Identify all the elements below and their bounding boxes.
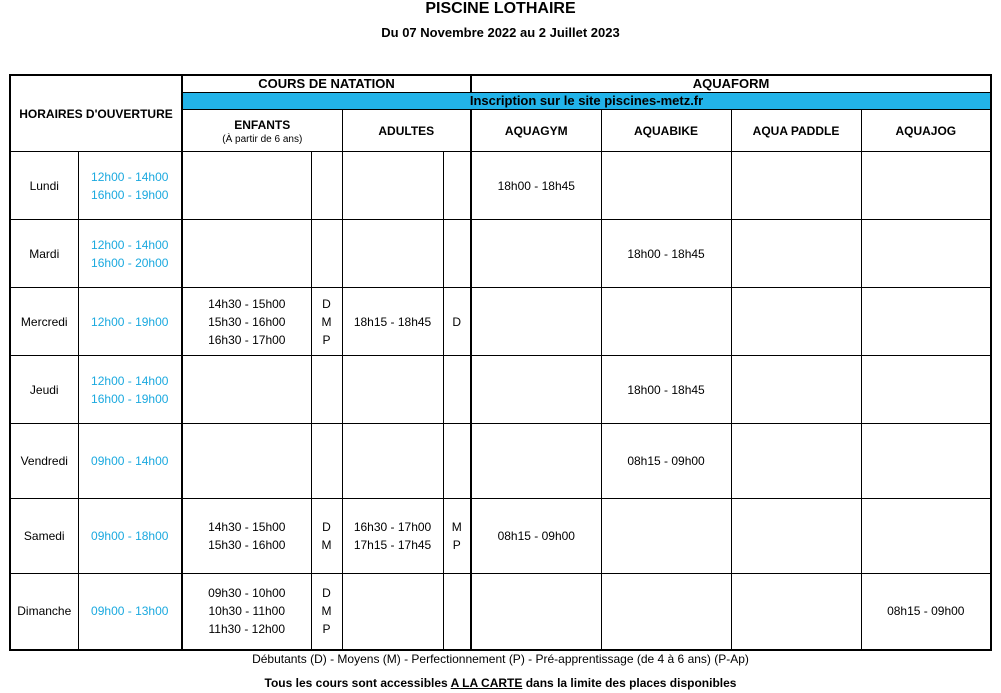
opening-hours-line: 12h00 - 14h00 <box>91 237 169 252</box>
aquabike-cell <box>601 288 731 356</box>
opening-hours-header: HORAIRES D'OUVERTURE <box>10 75 182 152</box>
opening-hours-line: 16h00 - 19h00 <box>91 187 169 202</box>
aquabike-header: AQUABIKE <box>601 110 731 152</box>
opening-hours-line: 12h00 - 14h00 <box>91 169 169 184</box>
enfants-times-cell <box>182 356 311 424</box>
day-label: Mercredi <box>20 314 68 329</box>
aquajog-cell <box>861 288 991 356</box>
aquapaddle-cell <box>731 220 861 288</box>
cours-header: COURS DE NATATION <box>182 75 471 93</box>
day-label: Jeudi <box>29 382 59 397</box>
enfants-time-line: 15h30 - 16h00 <box>208 538 286 552</box>
schedule-table <box>9 74 992 651</box>
aquabike-cell <box>601 220 731 288</box>
aquajog-cell <box>861 574 991 650</box>
aquabike-time: 18h00 - 18h45 <box>627 382 705 397</box>
adultes-level-cell <box>443 220 471 288</box>
day-cell <box>10 424 78 499</box>
opening-hours-line: 12h00 - 19h00 <box>91 314 169 329</box>
aquapaddle-cell <box>731 499 861 574</box>
level-letter: D <box>322 296 331 311</box>
level-letter: M <box>451 520 462 534</box>
day-cell <box>10 499 78 574</box>
day-cell <box>10 220 78 288</box>
enfants-level-cell <box>311 499 342 574</box>
enfants-level-cell <box>311 152 342 220</box>
day-row <box>10 288 991 356</box>
adultes-level-cell <box>443 499 471 574</box>
aquapaddle-cell <box>731 152 861 220</box>
adultes-time-line: 18h15 - 18h45 <box>353 314 432 329</box>
adultes-level-cell <box>443 424 471 499</box>
adultes-header: ADULTES <box>342 110 471 152</box>
enfants-level-cell <box>311 574 342 650</box>
hours-cell <box>78 356 182 424</box>
page-subtitle: Du 07 Novembre 2022 au 2 Juillet 2023 <box>381 25 620 40</box>
level-letter: M <box>321 604 332 619</box>
adultes-time-line: 17h15 - 17h45 <box>353 538 432 552</box>
enfants-level-cell <box>311 424 342 499</box>
aquajog-time: 08h15 - 09h00 <box>887 604 965 619</box>
day-row <box>10 499 991 574</box>
adultes-times-cell <box>342 499 443 574</box>
aquabike-time: 08h15 - 09h00 <box>627 454 705 468</box>
adultes-times-cell <box>342 356 443 424</box>
level-letter: D <box>322 520 331 534</box>
enfants-age-note: (À partir de 6 ans) <box>222 133 303 145</box>
aquagym-cell <box>471 499 601 574</box>
day-row <box>10 220 991 288</box>
level-letter: M <box>321 538 332 552</box>
opening-hours-line: 16h00 - 20h00 <box>91 255 169 270</box>
aquapaddle-cell <box>731 574 861 650</box>
enfants-time-line: 11h30 - 12h00 <box>208 622 286 637</box>
day-cell <box>10 574 78 650</box>
adultes-times-cell <box>342 220 443 288</box>
aquapaddle-cell <box>731 288 861 356</box>
aquabike-time: 18h00 - 18h45 <box>627 246 705 261</box>
adultes-level-cell <box>443 356 471 424</box>
aquagym-cell <box>471 220 601 288</box>
level-legend: Débutants (D) - Moyens (M) - Perfectionnement (P) - Pré-apprentissage (de 4 à 6 ans) (P-Ap) <box>252 652 749 666</box>
enfants-time-line: 14h30 - 15h00 <box>208 520 286 534</box>
enfants-times-cell <box>182 424 311 499</box>
aquajog-cell <box>861 356 991 424</box>
enfants-level-cell <box>311 220 342 288</box>
hours-cell <box>78 288 182 356</box>
aquapaddle-cell <box>731 356 861 424</box>
aquabike-cell <box>601 356 731 424</box>
day-row <box>10 574 991 650</box>
level-letter: P <box>322 622 331 637</box>
day-cell <box>10 356 78 424</box>
aquabike-cell <box>601 424 731 499</box>
aquagym-cell <box>471 574 601 650</box>
page-title: PISCINE LOTHAIRE <box>425 0 576 17</box>
inscription-banner: Inscription sur le site piscines-metz.fr <box>182 93 991 110</box>
aquagym-cell <box>471 152 601 220</box>
aquabike-cell <box>601 152 731 220</box>
hours-cell <box>78 220 182 288</box>
adultes-times-cell <box>342 424 443 499</box>
aquagym-time: 18h00 - 18h45 <box>497 178 575 193</box>
opening-hours-line: 16h00 - 19h00 <box>91 391 169 406</box>
aquaform-header: AQUAFORM <box>471 75 991 93</box>
day-cell <box>10 152 78 220</box>
aquagym-time: 08h15 - 09h00 <box>497 529 575 543</box>
note-prefix: Tous les cours sont accessibles <box>264 676 451 690</box>
enfants-times-cell <box>182 220 311 288</box>
opening-hours-line: 09h00 - 14h00 <box>91 454 169 468</box>
a-la-carte-text: A LA CARTE <box>450 676 523 690</box>
aquajog-cell <box>861 220 991 288</box>
adultes-times-cell <box>342 288 443 356</box>
day-row <box>10 356 991 424</box>
aquabike-cell <box>601 574 731 650</box>
day-label: Mardi <box>29 246 60 261</box>
aquapaddle-header: AQUA PADDLE <box>731 110 861 152</box>
level-letter: P <box>322 332 331 347</box>
level-letter: D <box>452 314 462 329</box>
day-label: Vendredi <box>20 454 68 468</box>
adultes-times-cell <box>342 574 443 650</box>
opening-hours-line: 09h00 - 13h00 <box>91 604 169 619</box>
opening-hours-line: 12h00 - 14h00 <box>91 373 169 388</box>
enfants-time-line: 15h30 - 16h00 <box>208 314 286 329</box>
aquagym-cell <box>471 424 601 499</box>
day-row <box>10 424 991 499</box>
adultes-level-cell <box>443 288 471 356</box>
aquajog-header: AQUAJOG <box>861 110 991 152</box>
enfants-label: ENFANTS <box>234 117 291 132</box>
level-letter: P <box>452 538 461 552</box>
enfants-times-cell <box>182 288 311 356</box>
hours-cell <box>78 152 182 220</box>
day-label: Dimanche <box>17 604 72 619</box>
hours-cell <box>78 574 182 650</box>
hours-cell <box>78 424 182 499</box>
level-letter: D <box>322 586 331 601</box>
enfants-level-cell <box>311 356 342 424</box>
aquajog-cell <box>861 424 991 499</box>
enfants-times-cell <box>182 152 311 220</box>
aquabike-cell <box>601 499 731 574</box>
enfants-times-cell <box>182 499 311 574</box>
aquagym-header: AQUAGYM <box>471 110 601 152</box>
enfants-time-line: 10h30 - 11h00 <box>208 604 286 619</box>
aquajog-cell <box>861 152 991 220</box>
day-label: Samedi <box>23 529 65 543</box>
day-row <box>10 152 991 220</box>
enfants-times-cell <box>182 574 311 650</box>
aquapaddle-cell <box>731 424 861 499</box>
enfants-time-line: 09h30 - 10h00 <box>208 586 286 601</box>
aquajog-cell <box>861 499 991 574</box>
adultes-time-line: 16h30 - 17h00 <box>353 520 432 534</box>
enfants-level-cell <box>311 288 342 356</box>
enfants-time-line: 16h30 - 17h00 <box>208 332 286 347</box>
adultes-times-cell <box>342 152 443 220</box>
aquagym-cell <box>471 356 601 424</box>
day-cell <box>10 288 78 356</box>
aquagym-cell <box>471 288 601 356</box>
level-letter: M <box>321 314 332 329</box>
adultes-level-cell <box>443 152 471 220</box>
adultes-level-cell <box>443 574 471 650</box>
enfants-time-line: 14h30 - 15h00 <box>208 296 286 311</box>
opening-hours-line: 09h00 - 18h00 <box>91 529 169 543</box>
enfants-header <box>182 110 342 152</box>
note-suffix: dans la limite des places disponibles <box>522 676 737 690</box>
day-label: Lundi <box>29 178 59 193</box>
a-la-carte-note <box>0 676 1001 690</box>
hours-cell <box>78 499 182 574</box>
